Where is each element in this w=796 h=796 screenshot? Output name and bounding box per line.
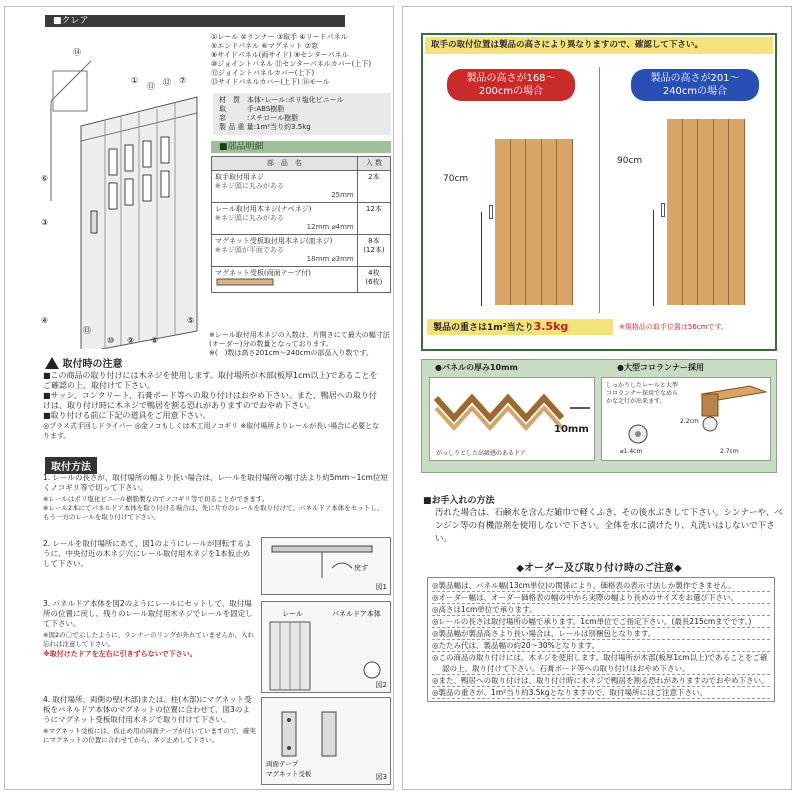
rail-install-diagram xyxy=(262,538,392,596)
thickness-value: 10mm xyxy=(554,424,589,435)
case2-height: 90cm xyxy=(617,156,643,166)
step-text: 取付場所、両側の壁(木部)または、柱(木部)にマグネット受板をパネルドア本体のマグネットの位置に合わせて、図3のようにマグネット受板取付用木ネジで取り付けて下さい。 xyxy=(43,695,252,724)
figure-3 xyxy=(261,697,391,785)
order-note: ◎この商品の取り付けには、木ネジを使用します。取付場所が木部(板厚1cm以上)であることをご確認の上、取り付けて下さい。石膏ボード等への取り付けはおやめ下さい。 xyxy=(432,652,770,675)
legend-line: ⑬サイドパネルカバー(上下) ⑭モール xyxy=(211,78,330,86)
handle-icon xyxy=(489,205,493,219)
fig2-label-body: パネルドア本体 xyxy=(332,610,381,618)
magnet-plate-diagram xyxy=(262,698,392,786)
care-text: 汚れた場合は、石鹸水を含んだ雑巾で軽くふき、その後水ぶきして下さい。シンナーや、ベンジン等の有機溶剤を使用しないで下さい。全体を水に漬けたり、丸洗いはしないで下さい。 xyxy=(435,508,783,544)
part-qty: 8本 (12本) xyxy=(357,235,390,267)
order-note: ◎高さは1cm単位で承ります。 xyxy=(432,604,770,616)
standard-note: ※規格品の取手位置は56cmです。 xyxy=(619,323,728,331)
legend-line: ⑫ジョイントパネルカバー(上下) xyxy=(211,69,315,77)
parts-table-wrap xyxy=(211,156,391,293)
parts-note: ※( )数は高さ201cm～240cmの部品入り数です。 xyxy=(209,349,373,357)
caution-item: ■この商品の取り付けには木ネジを使用します。取付場所が木部(板厚1cm以上)であることをご確認の上、取付けて下さい。 xyxy=(43,371,378,390)
part-name: マグネット受板取付用木ネジ(皿ネジ) xyxy=(215,237,333,245)
weight-value: 3.5kg xyxy=(533,320,569,333)
legend-line: ⑤エンドパネル ⑥マグネット ⑦窓 xyxy=(211,42,319,50)
parts-table xyxy=(211,156,391,293)
case1-height: 70cm xyxy=(443,174,469,184)
caution-title-wrap xyxy=(45,355,122,370)
step-note: ※レール2本にてパネルドア本体を取り付ける場合は、先に片方のレールを取り付けて、パネルドア本体をセットし、もう一方のレールを取り付けて下さい。 xyxy=(43,504,384,521)
callout-number: ⑬ xyxy=(83,326,91,335)
table-row xyxy=(212,171,391,203)
parts-header: ■部品明細 xyxy=(211,141,391,153)
fig2-label-rail: レール xyxy=(282,610,303,618)
dimension-line xyxy=(481,212,482,306)
part-name: レール取付用木ネジ(ナベネジ) xyxy=(215,205,312,213)
callout-number: ⑩ xyxy=(107,336,115,345)
fig3-label-plate: マグネット受板 xyxy=(266,770,312,778)
fig1-label-back: 戻す xyxy=(354,564,368,572)
caution-item: ■取り付ける前に下記の道具をご用意下さい。 xyxy=(43,411,211,420)
part-qty: 2本 xyxy=(357,171,390,203)
callout-number: ⑤ xyxy=(187,316,195,325)
legend-line: ⑩ジョイントパネル ⑪センターパネルカバー(上下) xyxy=(211,60,372,68)
order-note: ◎また、鴨居への取り付けは、取り付け時に木ネジで鴨居を割る恐れがありますのでおやめ下さい。 xyxy=(432,676,769,685)
case1-door xyxy=(495,139,573,305)
part-note: ※ネジ頭が平面である xyxy=(215,246,284,254)
large-runner-title: ●大型コロランナー採用 xyxy=(617,363,704,372)
step-note: ※図2の〇で示したように、ランナーのリングが外れていませんか、入れ忘れは注意して下さい。 xyxy=(43,631,254,648)
panel-thickness-title: ●パネルの厚み10mm xyxy=(435,363,518,372)
part-qty: 12本 xyxy=(357,203,390,235)
part-note: ※ネジ頭に丸みがある xyxy=(215,214,284,222)
material-line: 取 手:ABS樹脂 xyxy=(219,105,285,113)
callout-number: ⑨ xyxy=(127,336,135,345)
parts-col-qty: 入 数 xyxy=(357,157,390,171)
dimension-line xyxy=(653,210,654,306)
product-heading: ■クレア xyxy=(45,15,345,27)
material-line: 製 品 重 量:1m²当り約3.5kg xyxy=(219,123,311,131)
part-dimension: 18mm ⌀3mm xyxy=(306,255,354,263)
part-dimension: 25mm xyxy=(331,191,354,199)
material-line: 窓 :スチロール樹脂 xyxy=(219,114,299,122)
order-title: ◆オーダー及び取り付け時のご注意◆ xyxy=(516,563,682,574)
runner-figure xyxy=(601,377,771,461)
part-note: ※ネジ頭に丸みがある xyxy=(215,182,284,190)
step-text: レールの長さが、取付場所の幅より長い場合は、レールを取付場所の幅寸法より約5mm～1cm位短くノコギリ等で切って下さい。 xyxy=(43,473,388,492)
case1-banner: 製品の高さが168～200cmの場合 xyxy=(447,69,575,101)
step-text: パネルドア本体を図2のようにレールにセットして、取付場所の位置に戻し、残りのレール取付用木ネジでレールを固定して下さい。 xyxy=(43,599,253,628)
callout-number: ④ xyxy=(41,316,49,325)
accordion-caption: がっしりとした高級感のあるドア xyxy=(436,450,526,457)
handle-icon xyxy=(661,203,665,217)
magnet-plate-icon xyxy=(215,278,275,286)
part-name: 取手取付用ネジ xyxy=(215,173,264,181)
order-notes xyxy=(427,577,775,702)
door-set-diagram xyxy=(262,602,392,694)
caution-list xyxy=(43,371,383,441)
table-row xyxy=(212,235,391,267)
figure-label: 図2 xyxy=(375,681,387,689)
figure-1 xyxy=(261,537,391,595)
divider xyxy=(599,67,600,313)
callout-number: ① xyxy=(131,76,139,85)
parts-notes xyxy=(209,331,393,358)
step-warning: ※取付けたドアを左右に引きずらないで下さい。 xyxy=(43,650,197,658)
handle-notice: 取手の取付位置は製品の高さにより異なりますので、確認して下さい。 xyxy=(425,37,773,54)
case2-door xyxy=(667,119,745,305)
part-qty: 4枚 (6枚) xyxy=(357,267,390,293)
order-note: ◎製品幅は、パネル幅(13cm単位)の関係により、価格表の表示寸法しか製作できません。 xyxy=(432,580,770,592)
callout-number: ⑫ xyxy=(163,78,171,87)
order-note: ◎製品幅が製品高さより長い場合は、レールは別梱包となります。 xyxy=(432,628,770,640)
figure-label: 図1 xyxy=(375,583,387,591)
step-number: 3. xyxy=(43,599,51,608)
left-page xyxy=(4,6,394,790)
product-diagram xyxy=(11,31,211,349)
step-4 xyxy=(43,695,257,745)
callout-number: ⑪ xyxy=(147,82,155,91)
runner-caption: しっかりしたレールと大型コロランナー採用でなめらかな走行が出来ます。 xyxy=(606,382,679,405)
table-row xyxy=(212,203,391,235)
caution-title: 取付時の注意 xyxy=(62,359,123,370)
step-text: レールを取付場所にあて、図1のようにレールが回転するように、中央付近の木ネジ穴にレール取付用木ネジを1本仮止めして下さい。 xyxy=(43,539,252,568)
callout-number: ⑥ xyxy=(41,174,49,183)
callout-number: ③ xyxy=(41,218,49,227)
care-title: ■お手入れの方法 xyxy=(423,496,495,506)
runner-dim: ⌀1.4cm xyxy=(620,448,643,455)
callout-number: ⑦ xyxy=(179,76,187,85)
door-perspective xyxy=(51,61,197,349)
order-note: ◎製品の重さが、1m²当り約3.5kgとなりますので、取付場所にはご注意下さい。 xyxy=(432,687,770,699)
step-2 xyxy=(43,539,257,569)
right-page xyxy=(402,6,792,790)
method-title: 取付方法 xyxy=(45,457,97,474)
thickness-figure xyxy=(429,377,595,461)
step-3 xyxy=(43,599,257,659)
order-note: ◎たたみ代は、製品幅の約20～30%となります。 xyxy=(432,640,770,652)
parts-note: ※レール取付用木ネジの入数は、片開きにて最大の幅寸法(オーダー)分の数量となっております。 xyxy=(209,331,390,348)
caution-item: ■サッシ、コンクリート、石膏ボード等への取り付けはおやめ下さい。また、鴨居への取り付けは、取り付け時に木ネジで鴨居を割る恐れがありますのでおやめ下さい。 xyxy=(43,391,377,410)
part-name: マグネット受板(両面テープ付) xyxy=(215,269,312,277)
material-box xyxy=(213,93,391,135)
runner-wheel-icon xyxy=(626,422,650,446)
order-note: ◎レールの長さは取付場所の幅で承ります。1cm単位でご指定下さい。(最長215cmまでです。) xyxy=(432,616,770,628)
figure-2 xyxy=(261,601,391,693)
legend-line: ①レール ②ランナー ③取手 ④リードパネル xyxy=(211,33,348,41)
step-number: 2. xyxy=(43,539,51,548)
runner-dim: 2.7cm xyxy=(720,448,739,455)
step-note: ※マグネット受板には、仮止め用の両面テープが付いていますので、確実にマグネットの位置に合わせてから、ネジ止めして下さい。 xyxy=(43,727,256,744)
figure-label: 図3 xyxy=(375,773,387,781)
weight-banner xyxy=(427,319,613,335)
step-1 xyxy=(43,473,389,522)
parts-legend xyxy=(211,33,391,87)
step-number: 4. xyxy=(43,695,51,704)
fig3-label-tape: 両面テープ xyxy=(266,760,299,768)
part-dimension: 12mm ⌀4mm xyxy=(306,223,354,231)
case2-banner: 製品の高さが201～240cmの場合 xyxy=(631,69,759,101)
warning-icon xyxy=(45,357,59,369)
step-number: 1. xyxy=(43,473,51,482)
order-note: ◎オーダー幅は、オーダー価格表の幅の中から実際の幅より長めのサイズをお選び下さい。 xyxy=(432,592,770,604)
caution-item: ◎プラス式手回しドライバー ◎金ノコもしくは木工用ノコギリ ※取付場所よりレールが長い場合に必要となります。 xyxy=(43,422,380,440)
table-row xyxy=(212,267,391,293)
material-line: 材 質 本体･レール:ポリ塩化ビニール xyxy=(219,96,344,104)
weight-text: 製品の重さは1m²当たり xyxy=(433,323,534,333)
callout-number: ⑭ xyxy=(73,48,81,57)
parts-col-name: 部 品 名 xyxy=(212,157,358,171)
callout-number: ⑧ xyxy=(151,336,159,345)
runner-dim: 2.2cm xyxy=(680,418,699,425)
step-note: ※レールはポリ塩化ビニール樹脂製なのでノコギリ等で切ることができます。 xyxy=(43,495,269,503)
legend-line: ⑧サイドパネル(両サイド) ⑨センターパネル xyxy=(211,51,349,59)
